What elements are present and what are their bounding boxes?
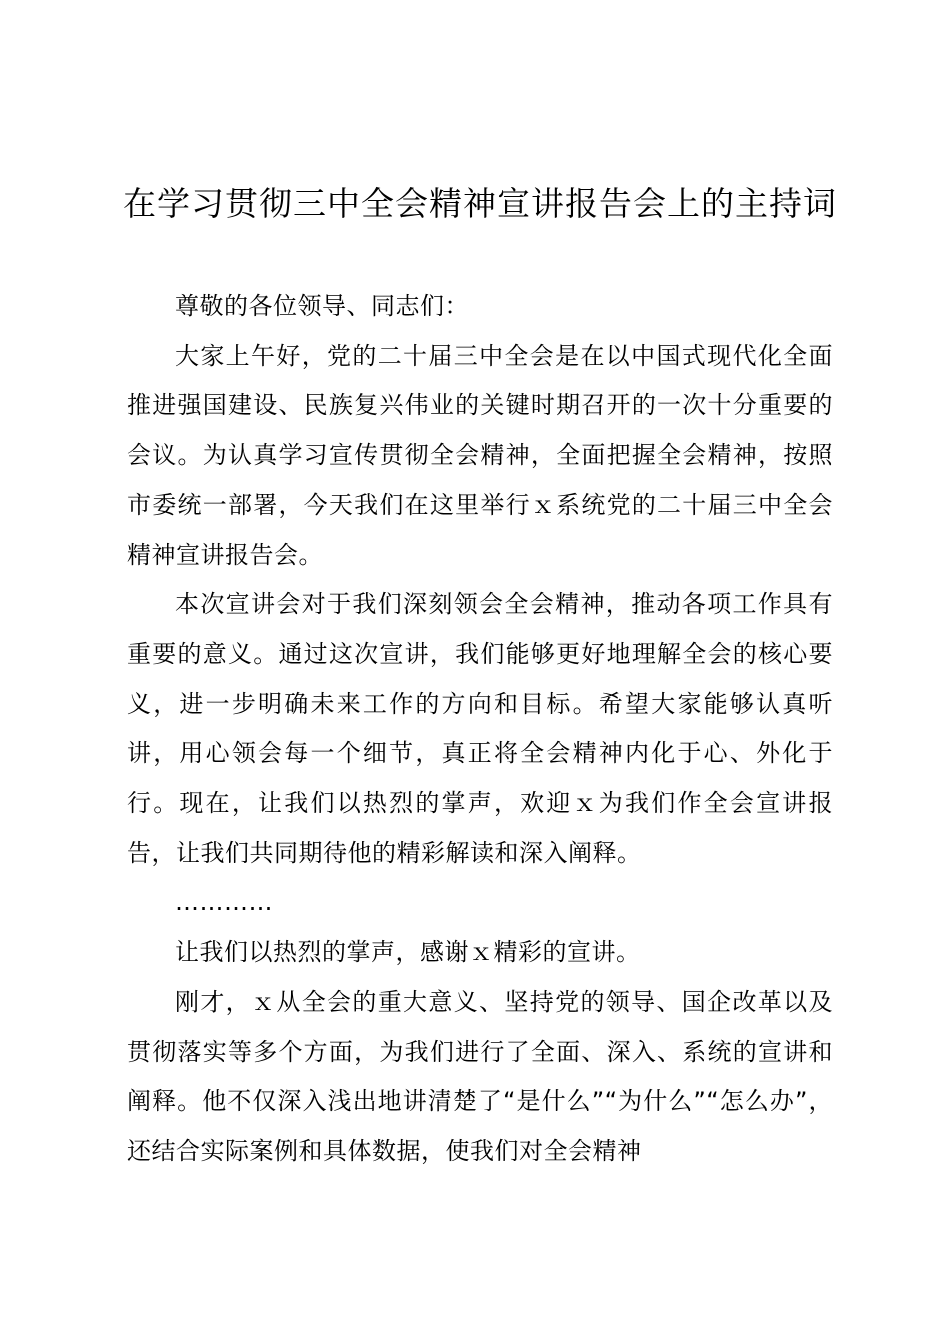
document-title: 在学习贯彻三中全会精神宣讲报告会上的主持词 bbox=[123, 184, 837, 223]
salutation-paragraph: 尊敬的各位领导、同志们： bbox=[175, 292, 469, 320]
summary-paragraph: 刚才，ｘ从全会的重大意义、坚持党的领导、国企改革以及贯彻落实等多个方面，为我们进行了全面、深入、系统的宣讲和阐释。他不仅深入浅出地讲清楚了“是什么”“为什么”“怎么办”，还结合实际案例和具体数据，使我们对全会精神 bbox=[127, 987, 833, 1165]
significance-paragraph: 本次宣讲会对于我们深刻领会全会精神，推动各项工作具有重要的意义。通过这次宣讲，我们能够更好地理解全会的核心要义，进一步明确未来工作的方向和目标。希望大家能够认真听讲，用心领会每一个细节，真正将全会精神内化于心、外化于行。现在，让我们以热烈的掌声，欢迎ｘ为我们作全会宣讲报告，让我们共同期待他的精彩解读和深入阐释。 bbox=[127, 590, 833, 867]
ellipsis-paragraph: ………… bbox=[175, 888, 273, 917]
document-body bbox=[127, 282, 833, 1177]
opening-paragraph: 大家上午好，党的二十届三中全会是在以中国式现代化全面推进强国建设、民族复兴伟业的关键时期召开的一次十分重要的会议。为认真学习宣传贯彻全会精神，全面把握全会精神，按照市委统一部署，今天我们在这里举行ｘ系统党的二十届三中全会精神宣讲报告会。 bbox=[127, 341, 833, 569]
thanks-paragraph: 让我们以热烈的掌声，感谢ｘ精彩的宣讲。 bbox=[175, 938, 641, 967]
